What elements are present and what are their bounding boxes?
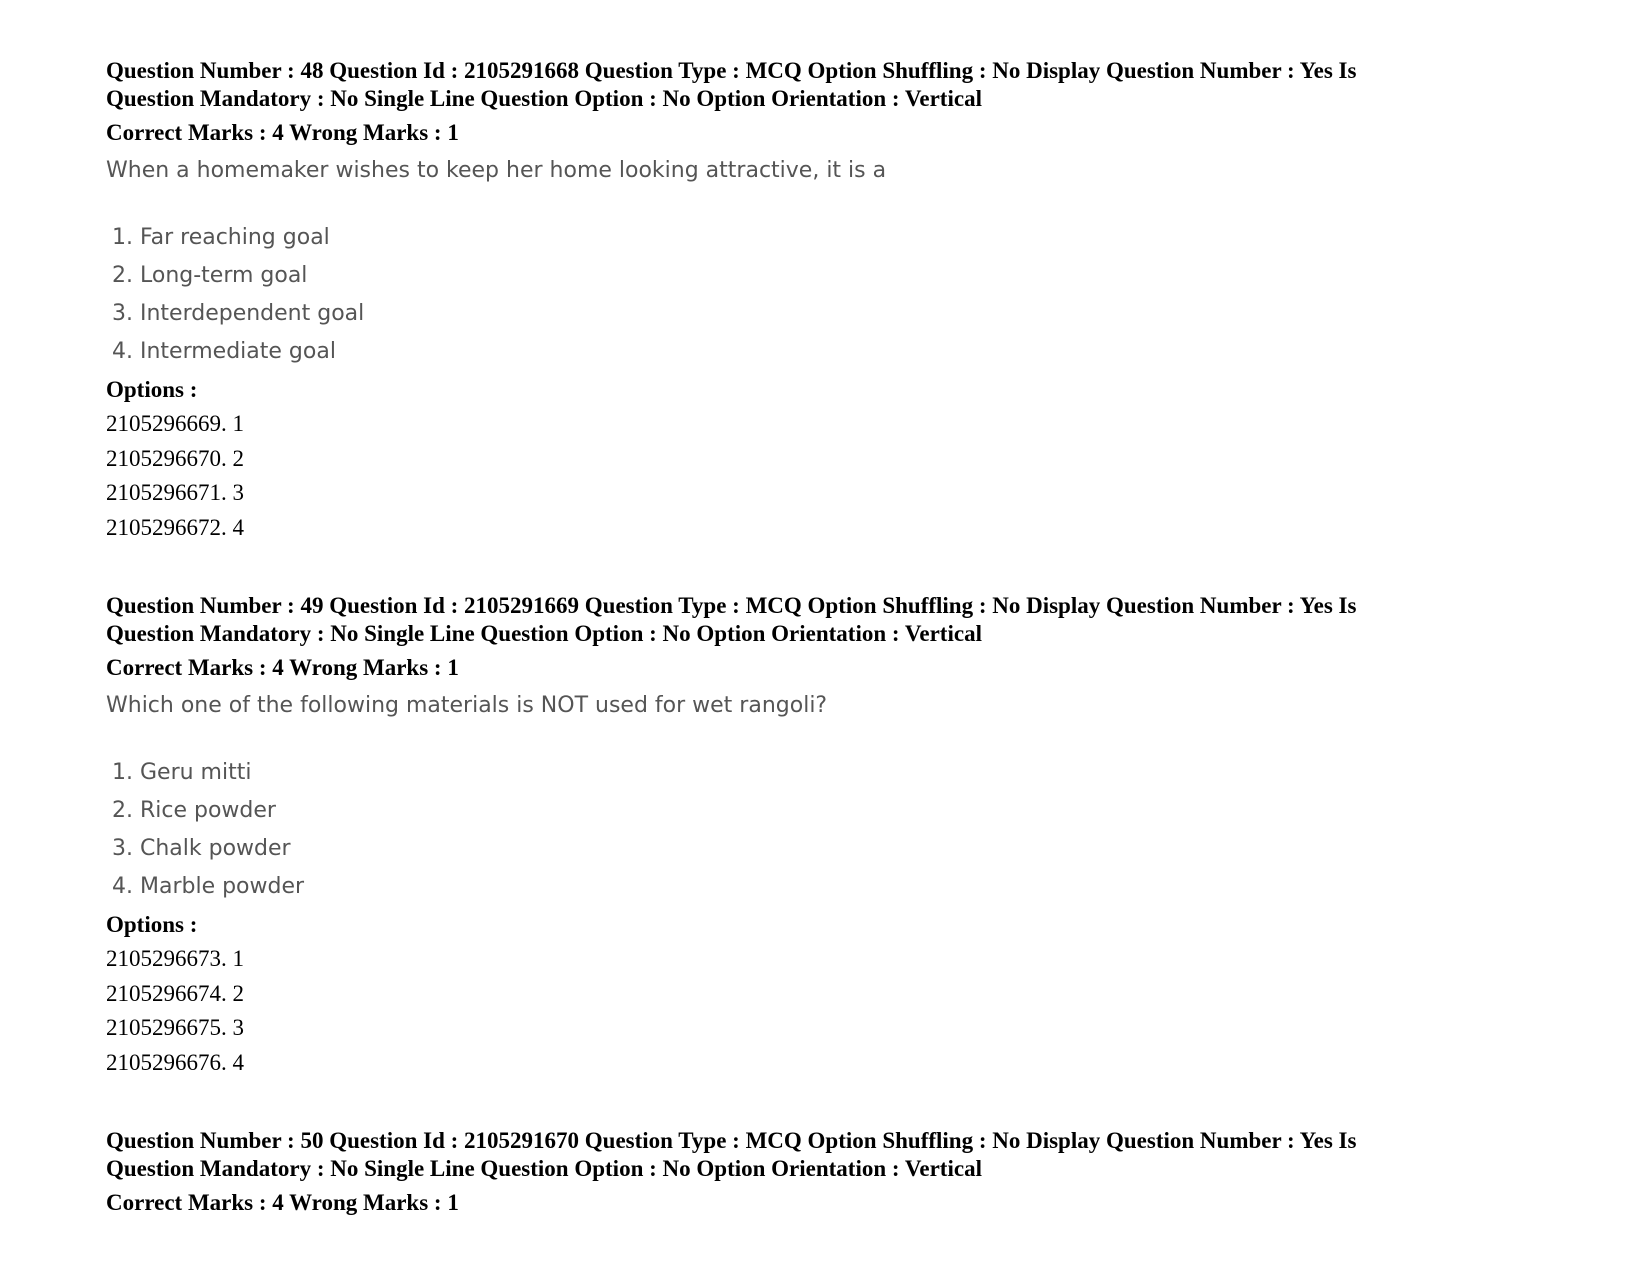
options-list: [106, 942, 1586, 1080]
question-choices: [112, 754, 1586, 906]
option-id: 2105296671. 3: [106, 480, 244, 505]
question-text: When a homemaker wishes to keep her home looking attractive, it is a: [106, 158, 887, 183]
option-id: 2105296669. 1: [106, 411, 244, 436]
choice-item: 3. Interdependent goal: [112, 301, 365, 326]
option-id: 2105296676. 4: [106, 1049, 244, 1075]
option-id: 2105296672. 4: [106, 514, 244, 540]
question-marks: Correct Marks : 4 Wrong Marks : 1: [106, 120, 459, 145]
question-meta-line1: Question Number : 48 Question Id : 2105291668 Question Type : MCQ Option Shuffling : No Display Question Number : Yes Is: [106, 58, 1357, 83]
option-id: 2105296674. 2: [106, 980, 244, 1006]
options-heading: Options :: [106, 377, 198, 402]
choice-item: 3. Chalk powder: [112, 836, 291, 861]
question-meta-line1: Question Number : 50 Question Id : 2105291670 Question Type : MCQ Option Shuffling : No Display Question Number : Yes Is: [106, 1128, 1357, 1153]
question-marks: Correct Marks : 4 Wrong Marks : 1: [106, 655, 459, 680]
question-marks: Correct Marks : 4 Wrong Marks : 1: [106, 1190, 459, 1215]
question-text: Which one of the following materials is NOT used for wet rangoli?: [106, 693, 828, 718]
options-heading: Options :: [106, 912, 198, 937]
question-meta-line1: Question Number : 49 Question Id : 2105291669 Question Type : MCQ Option Shuffling : No Display Question Number : Yes Is: [106, 593, 1357, 618]
choice-item: 2. Rice powder: [112, 798, 276, 823]
question-meta-line2: Question Mandatory : No Single Line Question Option : No Option Orientation : Vertical: [106, 621, 982, 646]
choice-item: 2. Long-term goal: [112, 263, 308, 288]
question-choices: [112, 219, 1586, 371]
question-meta-line2: Question Mandatory : No Single Line Question Option : No Option Orientation : Vertical: [106, 1156, 982, 1181]
choice-item: 4. Marble powder: [112, 874, 305, 899]
question-block-49: [106, 592, 1586, 1080]
question-block-50: [106, 1127, 1586, 1217]
option-id: 2105296670. 2: [106, 445, 244, 471]
option-id: 2105296675. 3: [106, 1015, 244, 1040]
choice-item: 1. Geru mitti: [112, 760, 252, 785]
question-block-48: [106, 57, 1586, 545]
choice-item: 1. Far reaching goal: [112, 225, 330, 250]
option-id: 2105296673. 1: [106, 946, 244, 971]
question-meta-line2: Question Mandatory : No Single Line Question Option : No Option Orientation : Vertical: [106, 86, 982, 111]
options-list: [106, 407, 1586, 545]
choice-item: 4. Intermediate goal: [112, 339, 336, 364]
